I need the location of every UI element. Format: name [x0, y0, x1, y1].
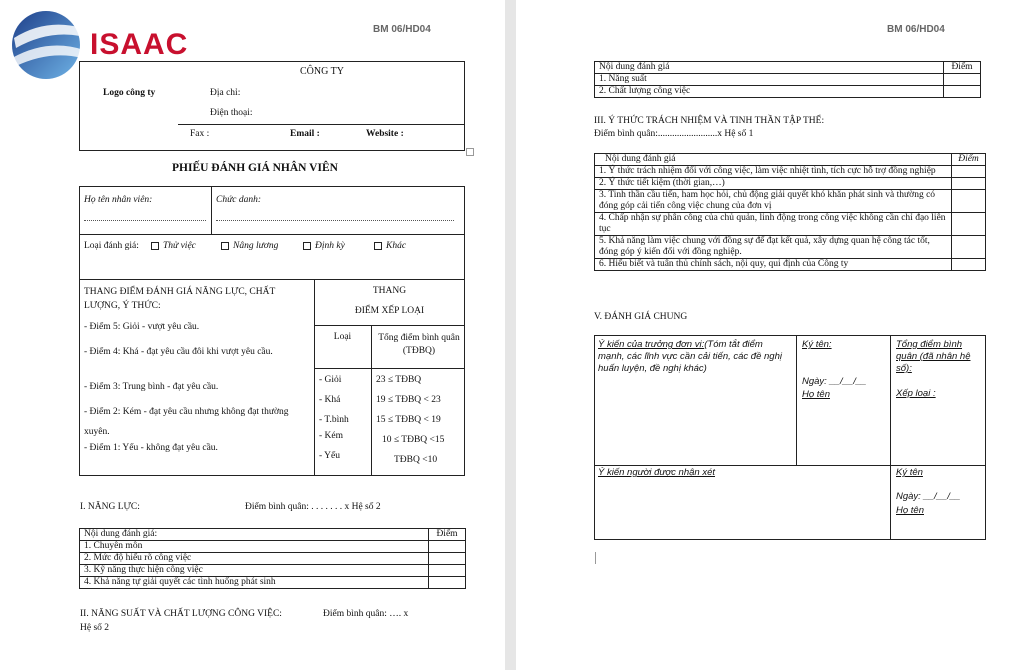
manager-fullname: Họ tên: [802, 389, 830, 400]
phone-label: Điện thoại:: [210, 108, 253, 118]
col-content: Nội dung đánh giá: [595, 154, 952, 166]
checkbox-icon: [374, 242, 382, 250]
checkbox-icon: [221, 242, 229, 250]
total-score-label: Tổng điểm bình quân (đã nhân hệ số):: [896, 339, 971, 374]
table-row: 4. Chấp nhận sự phân công của chủ quản, linh động trong công việc không cần chỉ đạo liên tục: [595, 213, 986, 236]
form-code: BM 06/HD04: [887, 24, 945, 35]
eval-type-probation[interactable]: Thử việc: [151, 241, 196, 251]
col-score: Điểm: [952, 154, 986, 166]
scale-item: - Điểm 5: Giỏi - vượt yêu cầu.: [84, 322, 200, 332]
job-title-label: Chức danh:: [216, 195, 262, 205]
table-row: 4. Khả năng tự giải quyết các tình huống phát sinh: [80, 577, 466, 589]
col-score: Điểm: [944, 62, 981, 74]
score-cell[interactable]: [429, 565, 466, 577]
scale-heading: THANG ĐIỂM ĐÁNH GIÁ NĂNG LỰC, CHẤT LƯỢNG, Ý THỨC:: [84, 287, 276, 311]
text-cursor: [595, 552, 596, 564]
table-row: 2. Ý thức tiết kiệm (thời gian,…): [595, 178, 986, 190]
section1-title: I. NĂNG LỰC:: [80, 502, 140, 512]
score-cell[interactable]: [952, 190, 986, 213]
section3-avg: Điểm bình quân:.........................x Hệ số 1: [594, 129, 754, 139]
website-label: Website :: [366, 129, 404, 139]
section2-avg: Điểm bình quân: …. x: [323, 609, 409, 619]
score-cell[interactable]: [952, 236, 986, 259]
table-row: 2. Mức độ hiểu rõ công việc: [80, 553, 466, 565]
class-col-type: Loại: [333, 332, 352, 342]
col-score: Điểm: [429, 529, 466, 541]
class-range: 19 ≤ TĐBQ < 23: [376, 395, 441, 405]
class-col-total: Tổng điểm bình quân (TĐBQ): [378, 333, 460, 356]
score-cell[interactable]: [952, 166, 986, 178]
table-row: 3. Kỹ năng thực hiện công việc: [80, 565, 466, 577]
manager-date[interactable]: Ngày: __/__/__: [802, 376, 867, 387]
company-logo-icon: [8, 8, 88, 83]
page-left: [0, 0, 505, 670]
form-code: BM 06/HD04: [373, 24, 431, 35]
class-type: - T.bình: [319, 415, 349, 425]
eval-type-label: Loại đánh giá:: [84, 241, 139, 251]
table-row: 2. Chất lượng công việc: [595, 86, 981, 98]
scale-item: - Điểm 1: Yếu - không đạt yêu cầu.: [84, 443, 218, 453]
table-row: 1. Ý thức trách nhiệm đối với công việc, làm việc nhiệt tình, tích cực hỗ trợ đồng nghiệp: [595, 166, 986, 178]
class-heading-2: ĐIỂM XẾP LOẠI: [354, 306, 425, 316]
logo-text: ISAAC: [90, 28, 189, 61]
manager-opinion[interactable]: Ý kiến của trưởng đơn vị:(Tóm tắt điểm mạnh, các lĩnh vực cần cải tiến, các đề nghị huấn luyện, đề nghị khác): [598, 339, 782, 374]
logo-label: Logo công ty: [103, 88, 156, 98]
eval-type-salary[interactable]: Nâng lương: [221, 241, 278, 251]
manager-sign-label: Ký tên:: [802, 339, 832, 350]
section2-table: [594, 61, 981, 98]
fax-label: Fax :: [190, 129, 210, 139]
table-row: 3. Tinh thần cầu tiến, ham học hỏi, chủ động giải quyết khó khăn phát sinh và thường có đóng góp cải tiến công việc chung của đơn vị: [595, 190, 986, 213]
table-row: 5. Khả năng làm việc chung với đồng sự để đạt kết quả, xây dựng quan hệ công tác tốt, đóng góp ý kiến đổi với đồng nghiệp.: [595, 236, 986, 259]
class-type: - Yếu: [319, 451, 341, 461]
section5-title: V. ĐÁNH GIÁ CHUNG: [594, 312, 688, 322]
email-label: Email :: [290, 129, 320, 139]
scale-item: - Điểm 3: Trung bình - đạt yêu cầu.: [84, 382, 219, 392]
form-title: PHIẾU ĐÁNH GIÁ NHÂN VIÊN: [172, 162, 338, 174]
scale-item: - Điểm 4: Khá - đạt yêu cầu đôi khi vượt yêu cầu.: [84, 347, 273, 357]
address-label: Địa chỉ:: [210, 88, 241, 98]
class-range: 10 ≤ TĐBQ <15: [382, 435, 445, 445]
col-content: Nội dung đánh giá: [595, 62, 944, 74]
col-content: Nội dung đánh giá:: [80, 529, 429, 541]
section2-coef: Hệ số 2: [80, 623, 110, 633]
class-type: - Giỏi: [319, 375, 342, 385]
score-cell[interactable]: [429, 577, 466, 589]
table-row: 1. Năng suất: [595, 74, 981, 86]
checkbox-icon: [151, 242, 159, 250]
class-heading-1: THANG: [372, 286, 407, 296]
score-cell[interactable]: [952, 213, 986, 236]
resize-handle[interactable]: [466, 148, 474, 156]
eval-type-periodic[interactable]: Định kỳ: [303, 241, 345, 251]
score-cell[interactable]: [429, 553, 466, 565]
table-row: 6. Hiểu biết và tuân thủ chính sách, nội quy, qui định của Công ty: [595, 259, 986, 271]
employee-sign-label: Ký tên: [896, 467, 923, 478]
class-range: 15 ≤ TĐBQ < 19: [376, 415, 441, 425]
table-row: 1. Chuyên môn: [80, 541, 466, 553]
rank-label: Xếp loại :: [896, 388, 936, 399]
section3-title: III. Ý THỨC TRÁCH NHIỆM VÀ TINH THẦN TẬP THỂ:: [594, 116, 825, 126]
score-cell[interactable]: [944, 86, 981, 98]
employee-fullname: Họ tên: [896, 505, 924, 516]
scale-item: - Điểm 2: Kém - đạt yêu cầu nhưng không đạt thường xuyên.: [84, 407, 289, 437]
company-header-box: [79, 61, 465, 151]
class-type: - Kém: [319, 431, 344, 441]
employee-date[interactable]: Ngày: __/__/__: [896, 491, 961, 502]
class-range: 23 ≤ TĐBQ: [376, 375, 422, 385]
score-cell[interactable]: [952, 259, 986, 271]
employee-name-label: Họ tên nhân viên:: [84, 195, 153, 205]
employee-opinion[interactable]: Ý kiến người được nhận xét: [598, 467, 716, 478]
page-right: [516, 0, 1024, 670]
class-type: - Khá: [319, 395, 341, 405]
checkbox-icon: [303, 242, 311, 250]
score-cell[interactable]: [429, 541, 466, 553]
job-title-field[interactable]: [216, 220, 454, 221]
section3-table: [594, 153, 986, 271]
eval-type-other[interactable]: Khác: [374, 241, 406, 251]
score-cell[interactable]: [952, 178, 986, 190]
section1-table: [79, 528, 466, 589]
score-cell[interactable]: [944, 74, 981, 86]
class-range: TĐBQ <10: [394, 455, 438, 465]
company-heading: CÔNG TY: [300, 66, 344, 77]
section1-avg: Điểm bình quân: . . . . . . . x Hệ số 2: [245, 502, 381, 512]
employee-name-field[interactable]: [84, 220, 206, 221]
section2-title: II. NĂNG SUẤT VÀ CHẤT LƯỢNG CÔNG VIỆC:: [80, 609, 282, 619]
